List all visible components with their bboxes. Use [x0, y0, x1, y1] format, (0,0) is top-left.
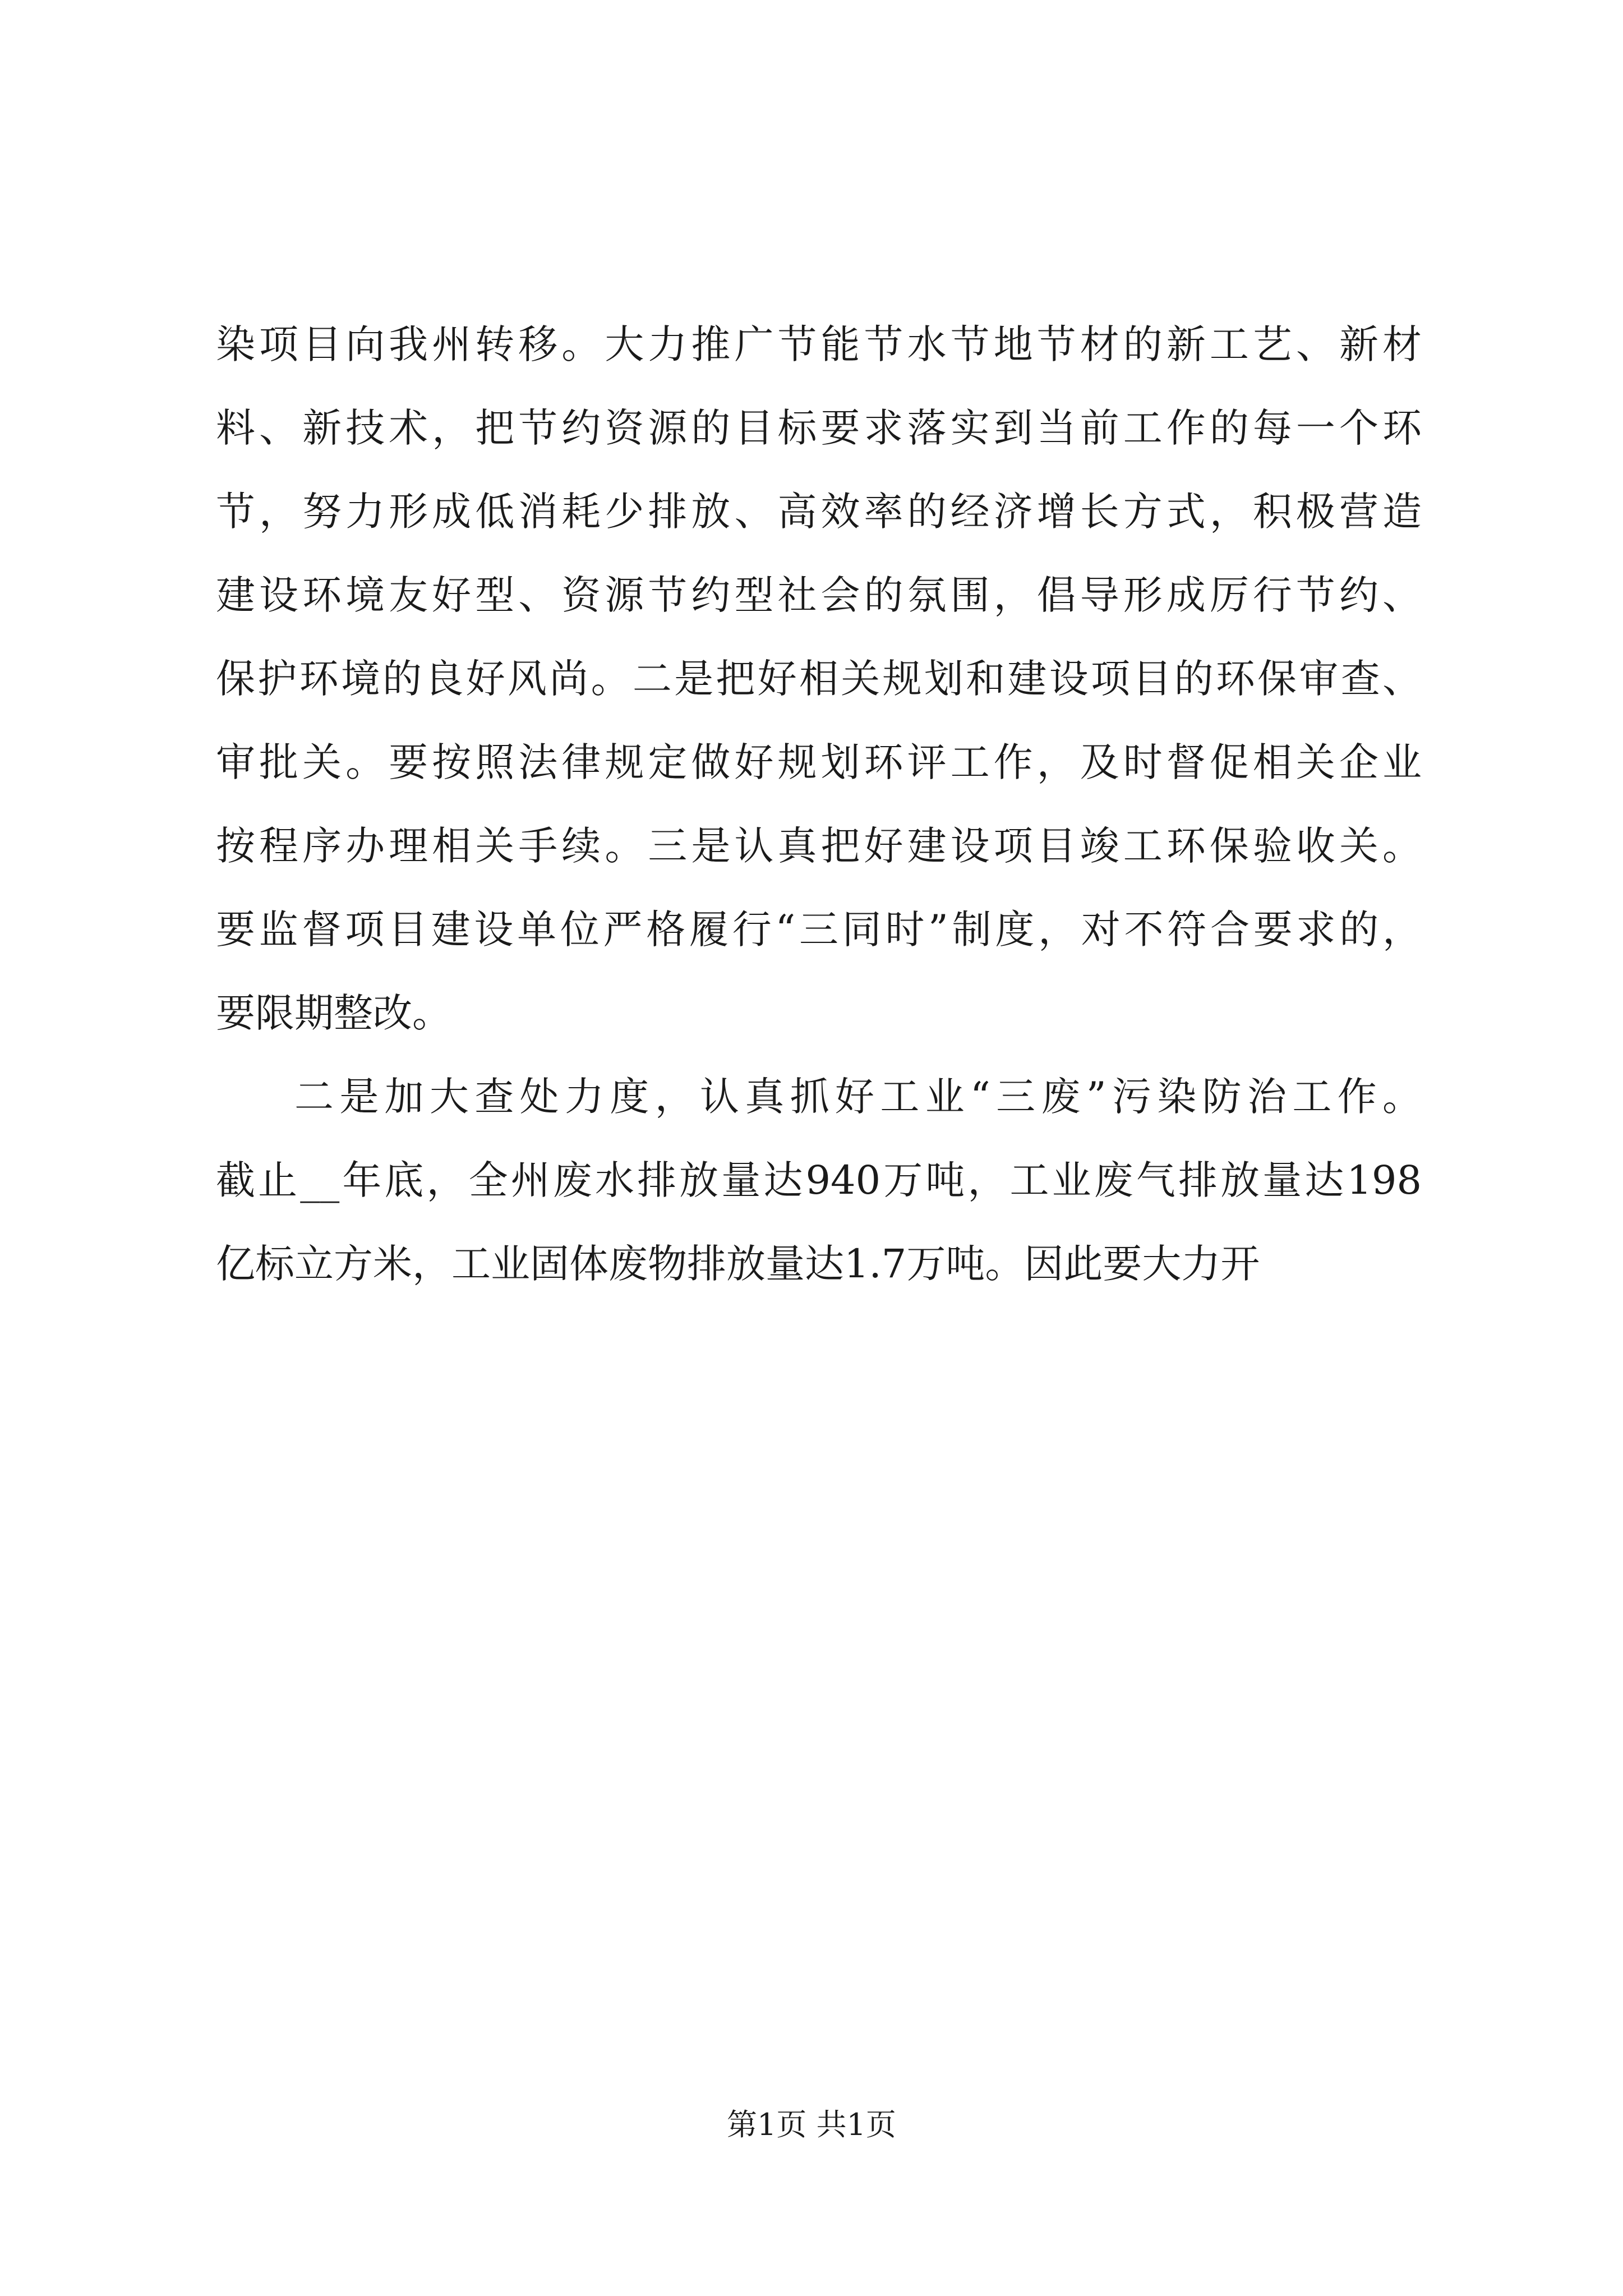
text-line: 审批关。要按照法律规定做好规划环评工作，及时督促相关企业 [216, 739, 1422, 785]
paragraph-first-line: 二是加大查处力度，认真抓好工业“三废”污染防治工作。 [294, 1074, 1422, 1120]
text-line: 节，努力形成低消耗少排放、高效率的经济增长方式，积极营造 [216, 489, 1422, 535]
text-line: 亿标立方米，工业固体废物排放量达1.7万吨。因此要大力开 [216, 1241, 1260, 1287]
document-body [216, 303, 1422, 1306]
page-number-footer: 第1页 共1页 [727, 2107, 896, 2142]
text-line: 按程序办理相关手续。三是认真把好建设项目竣工环保验收关。 [216, 823, 1422, 869]
text-line: 染项目向我州转移。大力推广节能节水节地节材的新工艺、新材 [216, 321, 1422, 367]
text-line: 要限期整改。 [216, 990, 451, 1036]
text-line: 截止__年底，全州废水排放量达940万吨，工业废气排放量达198 [216, 1157, 1422, 1203]
text-line: 料、新技术，把节约资源的目标要求落实到当前工作的每一个环 [216, 405, 1422, 451]
text-line: 保护环境的良好风尚。二是把好相关规划和建设项目的环保审查、 [216, 656, 1422, 702]
text-line: 要监督项目建设单位严格履行“三同时”制度，对不符合要求的， [216, 907, 1422, 953]
text-line: 建设环境友好型、资源节约型社会的氛围，倡导形成厉行节约、 [216, 572, 1422, 618]
